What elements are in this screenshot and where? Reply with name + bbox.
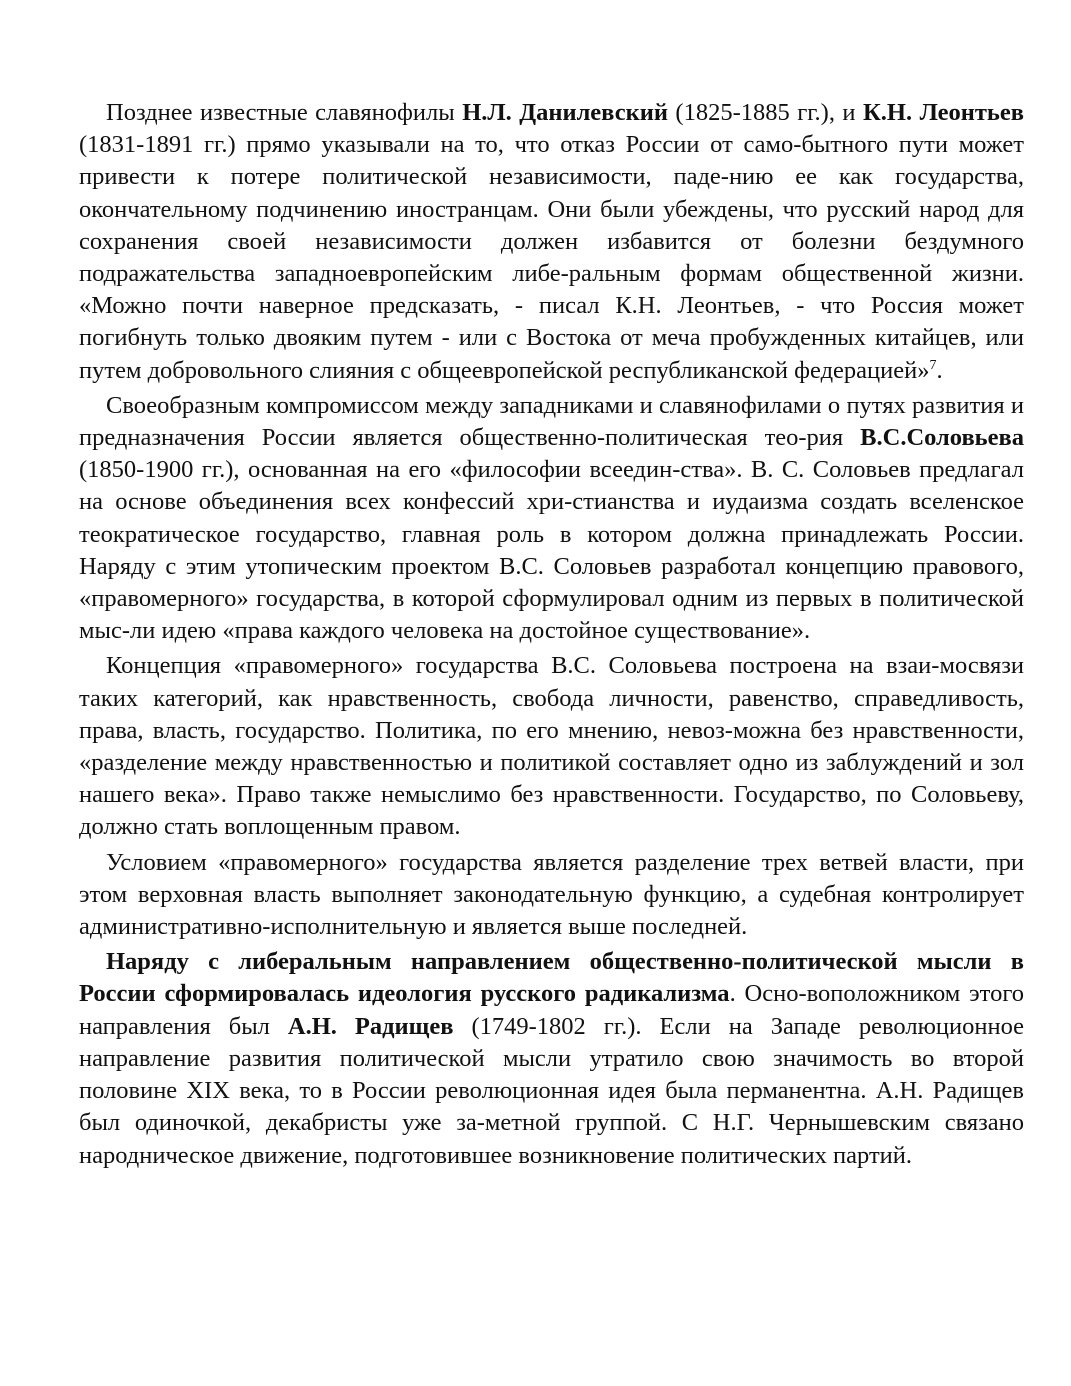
paragraph xyxy=(79,650,1024,843)
bold-statement: Наряду с либеральным направлением общественно-политической мысли в России сформировалась идеология русского радикализма xyxy=(79,948,1024,1008)
author-name-bold: В.С.Соловьева xyxy=(860,424,1024,452)
paragraph xyxy=(79,97,1024,387)
author-name-bold: А.Н. Радищев xyxy=(287,1012,454,1040)
text-run: Условием «правомерного» государства является разделение трех ветвей власти, при этом верховная власть выполняет законодательную функцию, а судебная контролирует административно-исполнительную и является выше последней. xyxy=(79,848,1024,941)
text-run: (1825-1885 гг.), и xyxy=(667,99,864,126)
text-run: (1850-1900 гг.), основанная на его «философии всеедин-ства». В. С. Соловьев предлагал на основе объединения всех конфессий хри-стианства и иудаизма создать вселенское теократическое государство, главная роль в котором должна принадлежать России. Наряду с этим утопическим проектом В.С. Соловьев разработал концепцию правового, «правомерного» государства, в которой сформулировал одним из первых в политической мыс-ли идею «права каждого человека на достойное существование». xyxy=(79,456,1024,645)
author-name-bold: Н.Л. Данилевский xyxy=(462,99,668,126)
text-run: Своеобразным компромиссом между западниками и славянофилами о путях развития и предназначения России является общественно-политическая тео-рия xyxy=(79,391,1024,452)
text-run: . Осно-воположником этого направления был xyxy=(79,980,1025,1040)
document-page xyxy=(79,97,1024,1175)
text-run: Концепция «правомерного» государства В.С. Соловьева построена на взаи-мосвязи таких категорий, как нравственность, свобода личности, равенство, справедливость, права, власть, государство. Политика, по его мнению, невоз-можна без нравственности, «разделение между нравственностью и политикой составляет одно из заблуждений и зол нашего века». Право также немыслимо без нравственности. Государство, по Соловьеву, должно стать воплощенным правом. xyxy=(79,652,1024,841)
text-run: . xyxy=(936,356,943,384)
paragraph xyxy=(79,847,1024,944)
text-run: (1749-1802 гг.). Если на Западе революционное направление развития политической мысли утратило свою значимость во второй половине XIX века, то в России революционная идея была перманентна. А.Н. Радищев был одиночкой, декабристы уже за-метной группой. С Н.Г. Чернышевским связано народническое движение, подготовившее возникновение политических партий. xyxy=(79,1012,1024,1169)
paragraph xyxy=(79,390,1024,648)
text-run: (1831-1891 гг.) прямо указывали на то, что отказ России от само-бытного пути может привести к потере политической независимости, паде-нию ее как государства, окончательному подчинению иностранцам. Они были убеждены, что русский народ для сохранения своей независимости должен избавится от болезни бездумного подражательства западноевропейским либе-ральным формам общественной жизни. «Можно почти наверное предсказать, - писал К.Н. Леонтьев, - что Россия может погибнуть только двояким путем - или с Востока от меча пробужденных китайцев, или путем добровольного слияния с общеевропейской республиканской федерацией» xyxy=(79,131,1024,384)
author-name-bold: К.Н. Леонтьев xyxy=(863,99,1024,126)
paragraph xyxy=(79,946,1024,1171)
footnote-marker: 7 xyxy=(929,357,937,373)
text-run: Позднее известные славянофилы xyxy=(106,99,463,126)
